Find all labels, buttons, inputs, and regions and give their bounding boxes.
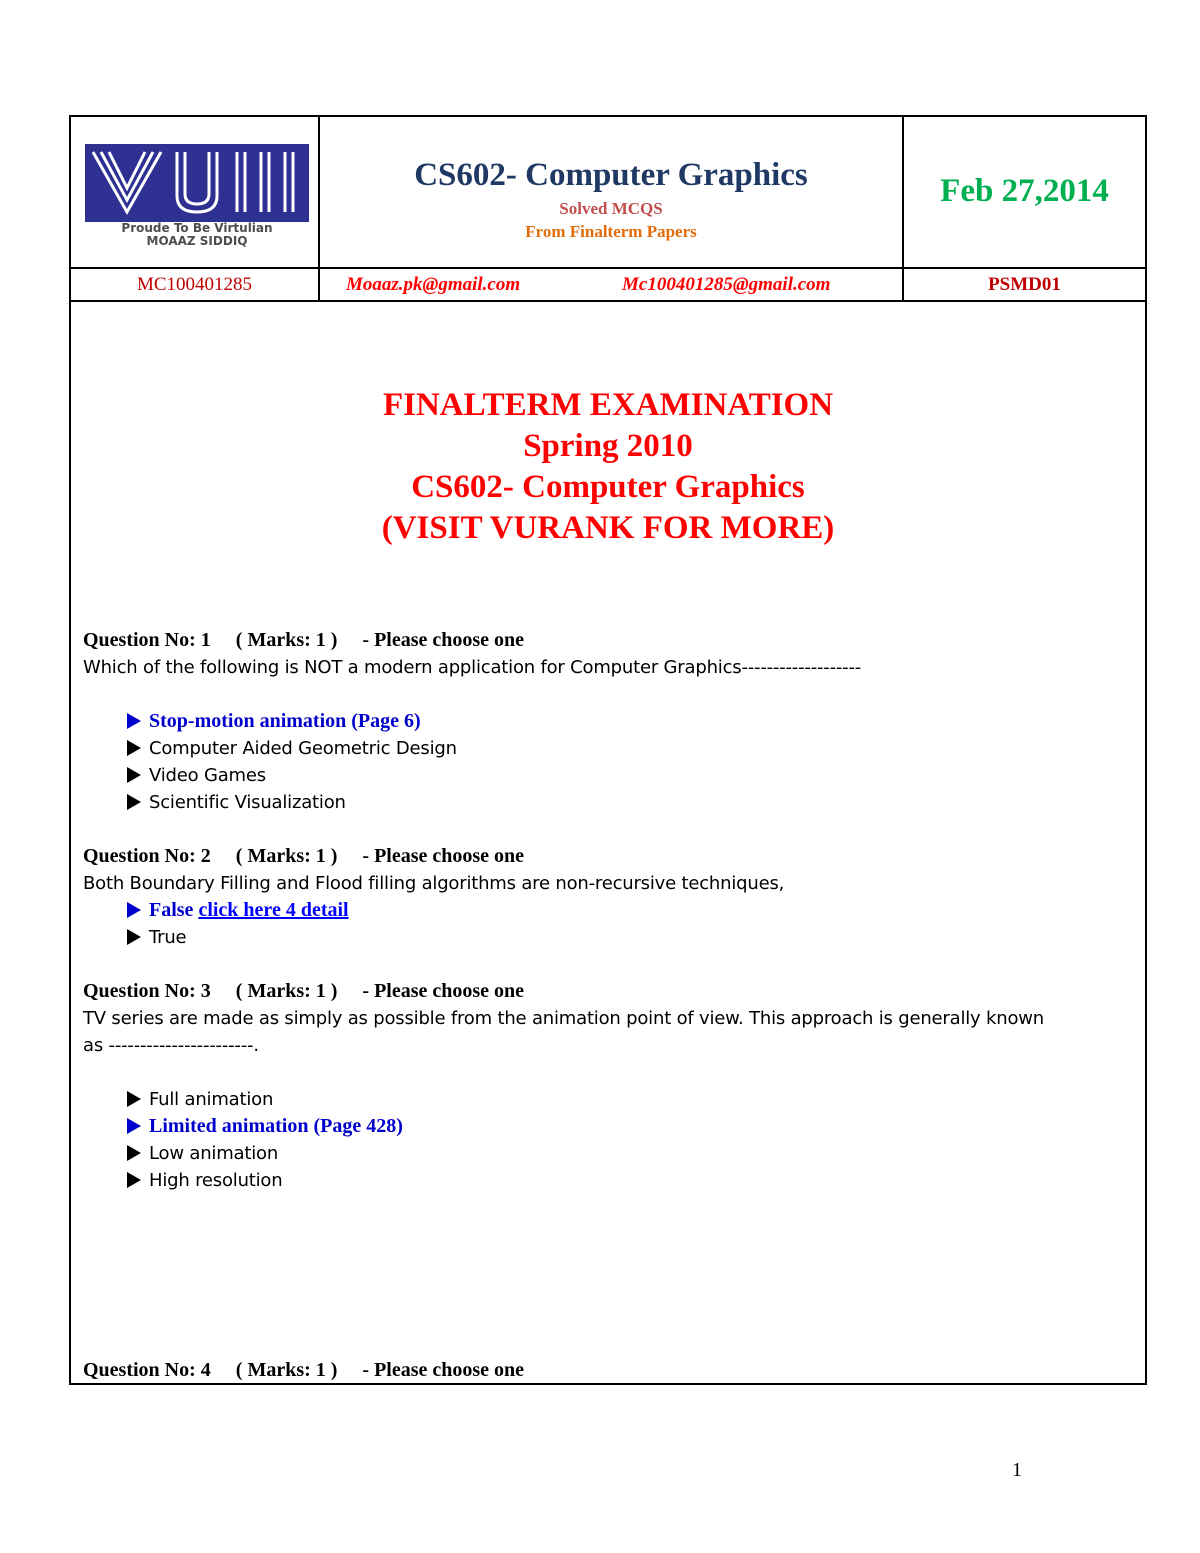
email-cell [320,269,902,300]
code-text: PSMD01 [988,274,1061,295]
pointer-icon [127,1118,141,1134]
question-1-option-4 [127,789,1115,816]
exam-title-line3: CS602- Computer Graphics [411,469,805,505]
document-frame [69,115,1147,1385]
logo-caption-line2: MOAAZ SIDDIQ [146,234,248,248]
title-cell [320,117,902,267]
pointer-icon [127,794,141,810]
page-number: 1 [1012,1459,1022,1481]
detail-link[interactable]: click here 4 detail [198,899,349,921]
option-label: Scientific Visualization [149,792,346,813]
exam-title-line2: Spring 2010 [523,428,693,464]
exam-title-line1: FINALTERM EXAMINATION [382,387,834,423]
option-label: Stop-motion animation (Page 6) [149,710,421,732]
logo-cell [71,117,318,267]
question-1-text: Which of the following is NOT a modern application for Computer Graphics------------------- [83,657,862,678]
question-1-option-1 [127,708,1115,735]
pointer-icon [127,767,141,783]
pointer-icon [127,1091,141,1107]
question-4-heading: Question No: 4 ( Marks: 1 ) - Please choose one [83,1359,525,1381]
exam-title-line4: (VISIT VURANK FOR MORE) [381,510,835,546]
subtitle-source: From Finalterm Papers [525,222,697,241]
date-cell [904,117,1145,267]
question-2-option-1 [127,897,1115,924]
question-1-option-3 [127,762,1115,789]
question-2-text: Both Boundary Filling and Flood filling algorithms are non-recursive techniques, [83,873,785,894]
question-3-option-2 [127,1113,1115,1140]
email-1[interactable]: Moaaz.pk@gmail.com [346,274,521,295]
pointer-icon [127,902,141,918]
header-bottom-divider [71,300,1145,302]
question-2-heading: Question No: 2 ( Marks: 1 ) - Please choose one [83,845,525,867]
pointer-icon [127,713,141,729]
date-text: Feb 27,2014 [940,173,1109,209]
question-3-text: TV series are made as simply as possible from the animation point of view. This approach is generally known [83,1008,1045,1029]
option-label: High resolution [149,1170,283,1191]
option-label: Low animation [149,1143,279,1164]
logo-caption-line1: Proude To Be Virtulian [121,221,273,235]
option-label: Limited animation (Page 428) [149,1115,403,1137]
course-title: CS602- Computer Graphics [414,157,808,193]
question-3-option-1 [127,1086,1115,1113]
subtitle-solved: Solved MCQS [559,199,663,218]
option-label: Full animation [149,1089,274,1110]
question-1-option-2 [127,735,1115,762]
pointer-icon [127,929,141,945]
question-3-option-4 [127,1167,1115,1194]
pointer-icon [127,1172,141,1188]
option-label: Computer Aided Geometric Design [149,738,457,759]
student-id: MC100401285 [136,274,253,295]
email-2[interactable]: Mc100401285@gmail.com [622,274,831,295]
questions-content [83,627,1115,1194]
info-row [71,269,1145,300]
question-1-heading: Question No: 1 ( Marks: 1 ) - Please choose one [83,629,525,651]
exam-title [71,385,1145,549]
pointer-icon [127,740,141,756]
option-label: True [149,927,187,948]
pointer-icon [127,1145,141,1161]
logo-caption [85,222,309,248]
question-3-heading: Question No: 3 ( Marks: 1 ) - Please choose one [83,980,525,1002]
question-2-option-2 [127,924,1115,951]
option-label: Video Games [149,765,266,786]
question-3-text-continued: as -----------------------. [83,1035,259,1056]
option-label: False [149,899,194,921]
question-3-option-3 [127,1140,1115,1167]
